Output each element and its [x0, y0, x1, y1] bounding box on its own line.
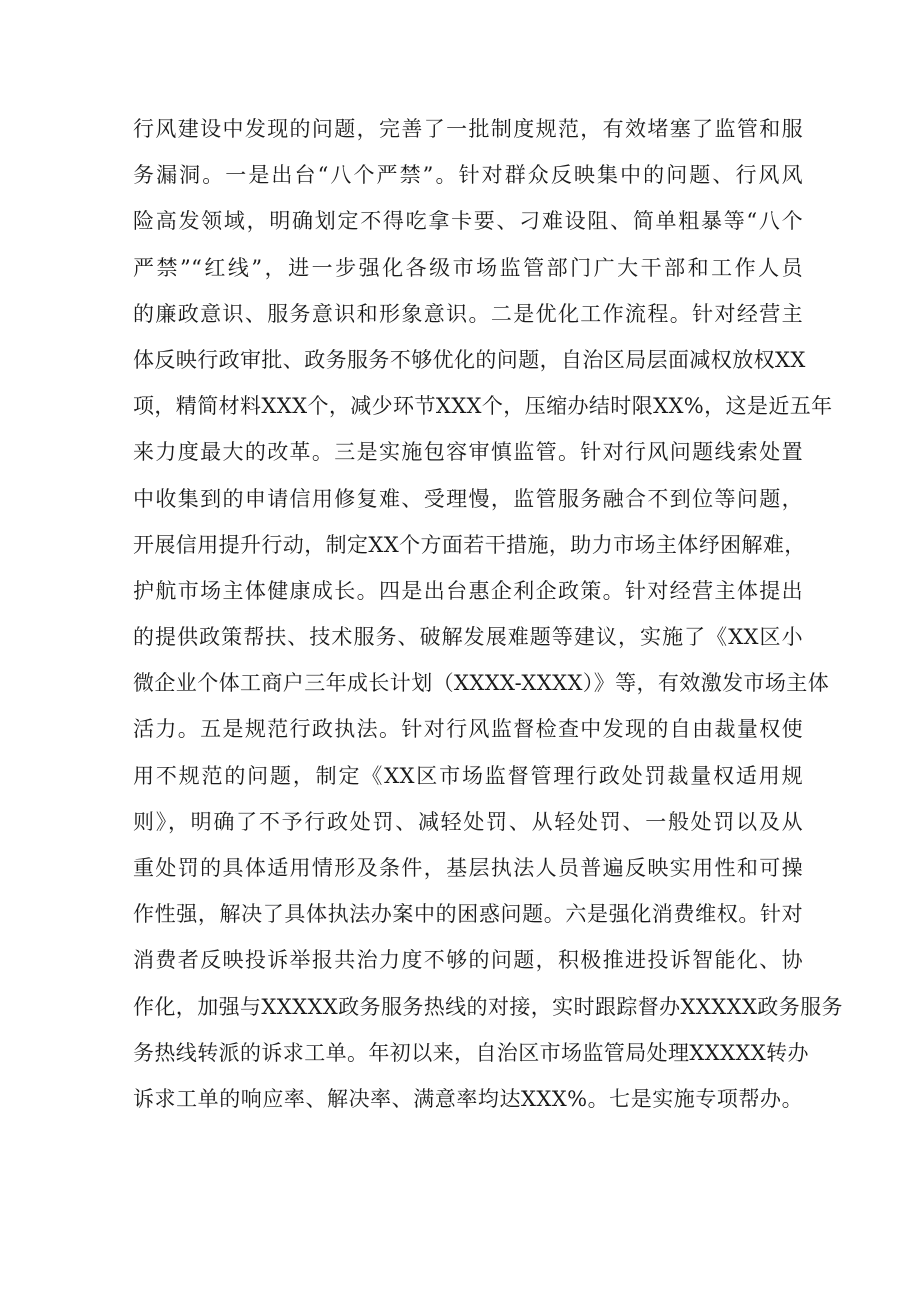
text-line: 开展信用提升行动，制定XX个方面若干措施，助力市场主体纾困解难， — [133, 532, 806, 557]
text-line: 作化，加强与XXXXX政务服务热线的对接，实时跟踪督办XXXXX政务服务 — [133, 994, 843, 1019]
text-line: 中收集到的申请信用修复难、受理慢，监管服务融合不到位等问题， — [133, 486, 803, 511]
text-line: 则》，明确了不予行政处罚、减轻处罚、从轻处罚、一般处罚以及从 — [133, 809, 803, 834]
text-line: 体反映行政审批、政务服务不够优化的问题，自治区局层面减权放权XX — [133, 347, 806, 372]
text-line: 活力。五是规范行政执法。针对行风监督检查中发现的自由裁量权使 — [133, 717, 803, 742]
text-line: 作性强，解决了具体执法办案中的困惑问题。六是强化消费维权。针对 — [133, 902, 803, 927]
text-line: 险高发领域，明确划定不得吃拿卡要、刁难设阻、简单粗暴等“八个 — [133, 209, 803, 234]
text-line: 务热线转派的诉求工单。年初以来，自治区市场监管局处理XXXXX转办 — [133, 1040, 809, 1065]
text-line: 严禁”“红线”，进一步强化各级市场监管部门广大干部和工作人员 — [133, 255, 803, 280]
text-line: 的廉政意识、服务意识和形象意识。二是优化工作流程。针对经营主 — [133, 301, 803, 326]
text-line: 消费者反映投诉举报共治力度不够的问题，积极推进投诉智能化、协 — [133, 948, 803, 973]
text-line: 重处罚的具体适用情形及条件，基层执法人员普遍反映实用性和可操 — [133, 856, 803, 880]
text-line: 护航市场主体健康成长。四是出台惠企利企政策。针对经营主体提出 — [133, 578, 803, 603]
text-line: 诉求工单的响应率、解决率、满意率均达XXX%。七是实施专项帮办。 — [133, 1086, 803, 1111]
body-paragraph — [133, 106, 843, 1122]
text-line: 来力度最大的改革。三是实施包容审慎监管。针对行风问题线索处置 — [133, 440, 803, 465]
text-line: 用不规范的问题，制定《XX区市场监督管理行政处罚裁量权适用规 — [133, 763, 803, 788]
text-line: 微企业个体工商户三年成长计划（XXXX-XXXX）》等，有效激发市场主体 — [133, 671, 830, 696]
text-line: 务漏洞。一是出台“八个严禁”。针对群众反映集中的问题、行风风 — [133, 163, 803, 188]
text-line: 的提供政策帮扶、技术服务、破解发展难题等建议，实施了《XX区小 — [133, 625, 803, 650]
text-line: 行风建设中发现的问题，完善了一批制度规范，有效堵塞了监管和服 — [133, 117, 803, 141]
text-line: 项，精简材料XXX个，减少环节XXX个，压缩办结时限XX%，这是近五年 — [133, 394, 833, 419]
